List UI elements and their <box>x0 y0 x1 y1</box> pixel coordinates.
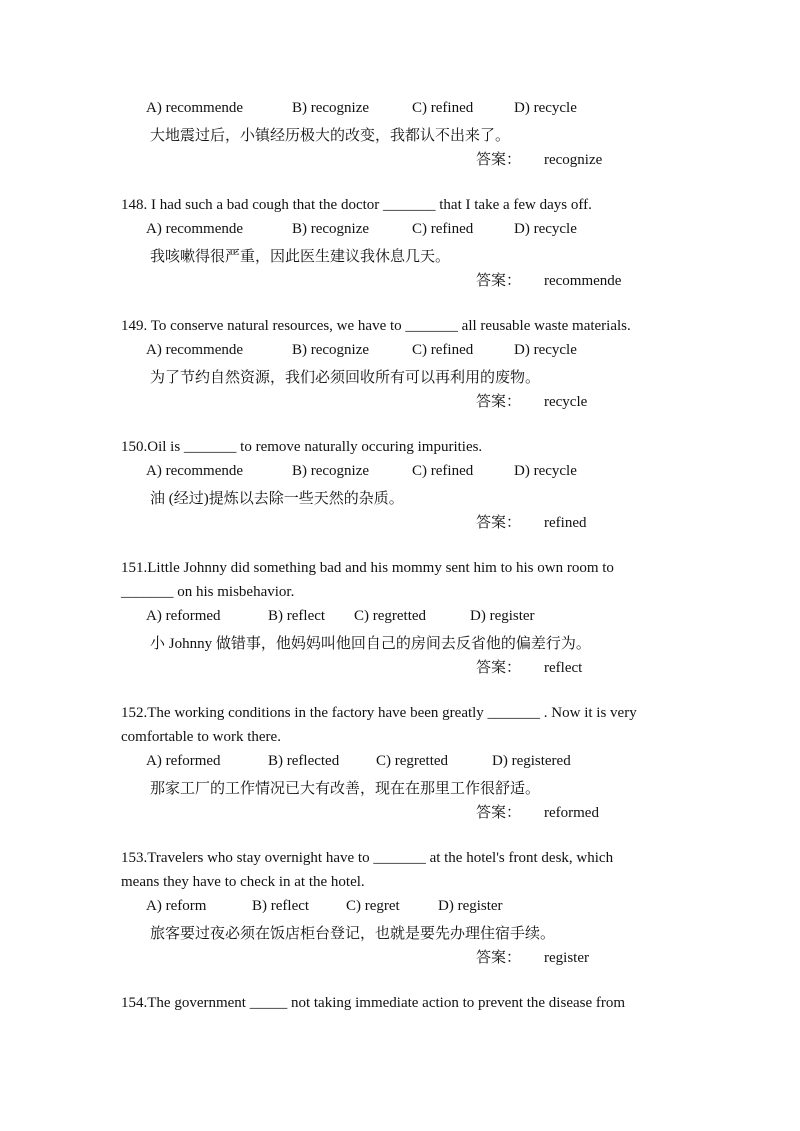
answer-line <box>476 511 586 532</box>
option-c: C) refined <box>412 100 474 116</box>
answer-line <box>476 656 582 677</box>
option-b: B) recognize <box>292 342 370 358</box>
option-c: C) regretted <box>354 608 427 624</box>
answer-label: 答案： <box>476 950 522 966</box>
option-a: A) recommende <box>146 100 244 116</box>
option-b: B) reflect <box>252 898 310 914</box>
answer-value: register <box>544 950 589 966</box>
question-stem-continued: comfortable to work there. <box>121 729 281 745</box>
question-stem: 154.The government _____ not taking immediate action to prevent the disease from <box>121 995 626 1011</box>
translation: 为了节约自然资源，我们必须回收所有可以再利用的废物。 <box>150 370 541 386</box>
answer-line <box>476 148 602 169</box>
option-c: C) regretted <box>376 753 449 769</box>
option-d: D) recycle <box>514 100 577 116</box>
answer-value: reflect <box>544 660 583 676</box>
question-stem: 151.Little Johnny did something bad and his mommy sent him to his own room to <box>121 560 614 576</box>
options-row <box>146 753 571 770</box>
option-a: A) reformed <box>146 753 221 769</box>
question-stem: 150.Oil is _______ to remove naturally occuring impurities. <box>121 439 483 455</box>
answer-label: 答案： <box>476 273 522 289</box>
question-stem: 149. To conserve natural resources, we have to _______ all reusable waste materials. <box>121 318 631 334</box>
option-d: D) recycle <box>514 463 577 479</box>
option-c: C) regret <box>346 898 400 914</box>
option-d: D) register <box>438 898 503 914</box>
options-row <box>146 898 503 915</box>
options-row <box>146 100 577 117</box>
answer-value: reformed <box>544 805 599 821</box>
answer-label: 答案： <box>476 394 522 410</box>
option-b: B) reflected <box>268 753 340 769</box>
options-row <box>146 608 535 625</box>
options-row <box>146 342 577 359</box>
question-stem-continued: _______ on his misbehavior. <box>121 584 295 600</box>
translation: 小 Johnny 做错事，他妈妈叫他回自己的房间去反省他的偏差行为。 <box>150 636 591 652</box>
translation: 我咳嗽得很严重，因此医生建议我休息几天。 <box>150 249 451 265</box>
option-a: A) reform <box>146 898 207 914</box>
option-c: C) refined <box>412 463 474 479</box>
question-stem: 153.Travelers who stay overnight have to _______ at the hotel's front desk, which <box>121 850 614 866</box>
option-b: B) recognize <box>292 100 370 116</box>
answer-label: 答案： <box>476 152 522 168</box>
options-row <box>146 221 577 238</box>
option-a: A) recommende <box>146 463 244 479</box>
option-a: A) recommende <box>146 221 244 237</box>
answer-line <box>476 269 621 290</box>
option-c: C) refined <box>412 342 474 358</box>
answer-value: recommende <box>544 273 622 289</box>
option-b: B) recognize <box>292 221 370 237</box>
translation: 油 (经过)提炼以去除一些天然的杂质。 <box>150 491 404 507</box>
question-stem: 152.The working conditions in the factory have been greatly _______ . Now it is very <box>121 705 637 721</box>
answer-value: recognize <box>544 152 603 168</box>
answer-label: 答案： <box>476 805 522 821</box>
translation: 大地震过后，小镇经历极大的改变，我都认不出来了。 <box>150 128 511 144</box>
answer-value: recycle <box>544 394 588 410</box>
translation: 那家工厂的工作情况已大有改善，现在在那里工作很舒适。 <box>150 781 541 797</box>
option-c: C) refined <box>412 221 474 237</box>
option-a: A) recommende <box>146 342 244 358</box>
answer-line <box>476 946 589 967</box>
question-stem: 148. I had such a bad cough that the doctor _______ that I take a few days off. <box>121 197 592 213</box>
option-d: D) registered <box>492 753 571 769</box>
answer-label: 答案： <box>476 660 522 676</box>
option-d: D) recycle <box>514 342 577 358</box>
option-b: B) reflect <box>268 608 326 624</box>
option-b: B) recognize <box>292 463 370 479</box>
answer-line <box>476 390 587 411</box>
answer-line <box>476 801 599 822</box>
options-row <box>146 463 577 480</box>
answer-label: 答案： <box>476 515 522 531</box>
translation: 旅客要过夜必须在饭店柜台登记，也就是要先办理住宿手续。 <box>150 926 556 942</box>
answer-value: refined <box>544 515 587 531</box>
option-d: D) recycle <box>514 221 577 237</box>
option-a: A) reformed <box>146 608 221 624</box>
option-d: D) register <box>470 608 535 624</box>
question-stem-continued: means they have to check in at the hotel. <box>121 874 365 890</box>
